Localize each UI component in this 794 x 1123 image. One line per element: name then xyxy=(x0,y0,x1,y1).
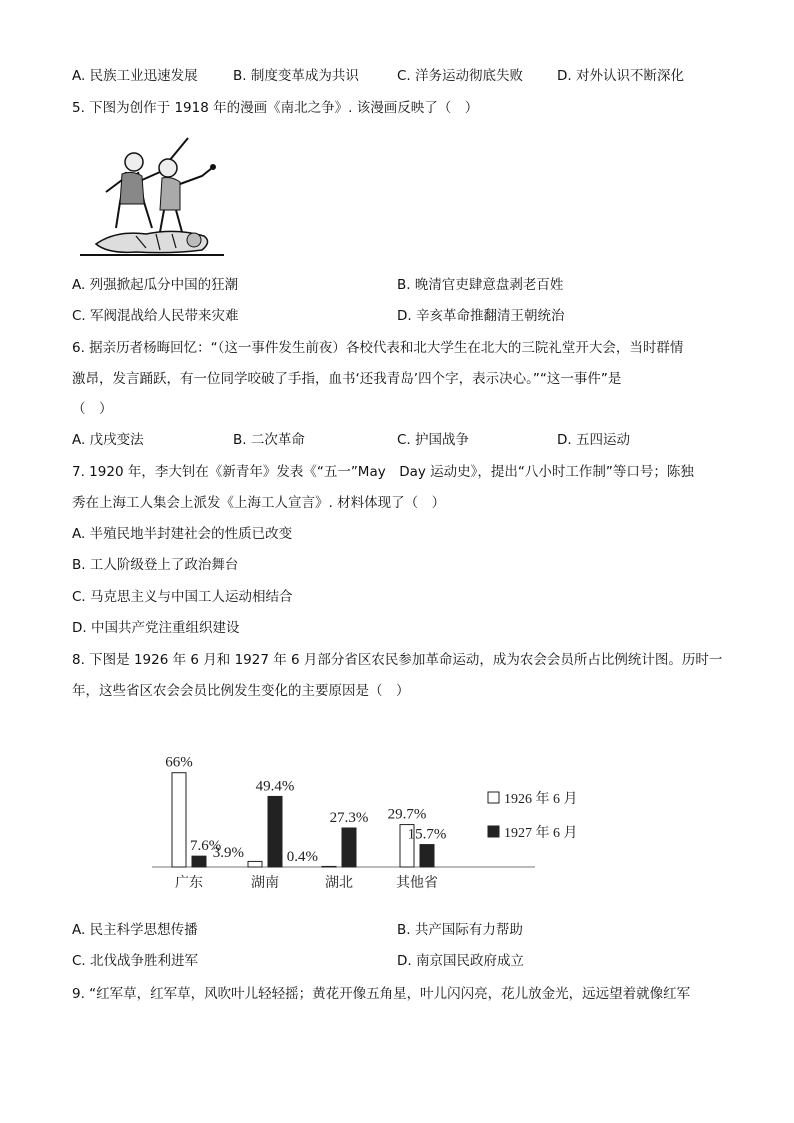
q6-option-d: D. 五四运动 xyxy=(557,432,630,448)
category-label-1: 湖南 xyxy=(251,875,279,891)
q6-option-a: A. 戊戌变法 xyxy=(72,432,144,448)
q8-option-d: D. 南京国民政府成立 xyxy=(397,953,524,969)
q6-option-c: C. 护国战争 xyxy=(397,432,470,448)
chart-svg xyxy=(150,735,600,905)
category-label-0: 广东 xyxy=(175,875,203,891)
data-label-1927-2: 27.3% xyxy=(329,810,369,826)
q5-option-a: A. 列强掀起瓜分中国的狂潮 xyxy=(72,277,239,293)
q5-option-d: D. 辛亥革命推翻清王朝统治 xyxy=(397,308,565,324)
legend-label-1: 1927 年 6 月 xyxy=(504,826,578,841)
q7-option-c: C. 马克思主义与中国工人运动相结合 xyxy=(72,589,293,605)
q8-line-2: 年，这些省区农会会员比例发生变化的主要原因是（ ） xyxy=(72,683,410,699)
q4-option-a: A. 民族工业迅速发展 xyxy=(72,68,198,84)
q5-stem: 5. 下图为创作于 1918 年的漫画《南北之争》. 该漫画反映了（ ） xyxy=(72,100,479,116)
bar-1926-0 xyxy=(172,773,186,867)
data-label-1926-1: 3.9% xyxy=(212,845,244,861)
q5-option-c: C. 军阀混战给人民带来灾难 xyxy=(72,308,239,324)
q8-option-a: A. 民主科学思想传播 xyxy=(72,922,198,938)
data-label-1926-2: 0.4% xyxy=(286,849,318,865)
bar-1927-3 xyxy=(420,845,434,867)
data-label-1926-0: 66% xyxy=(165,754,193,771)
q8-option-c: C. 北伐战争胜利进军 xyxy=(72,953,199,969)
q8-option-b: B. 共产国际有力帮助 xyxy=(397,922,523,938)
q7-line-2: 秀在上海工人集会上派发《上海工人宣言》. 材料体现了（ ） xyxy=(72,495,446,511)
q4-option-c: C. 洋务运动彻底失败 xyxy=(397,68,524,84)
q6-line-2: 激昂，发言踊跃，有一位同学咬破了手指，血书‘还我青岛’四个字，表示决心。”“这一事件”是 xyxy=(72,371,622,387)
data-label-1926-3: 29.7% xyxy=(387,806,427,823)
q6-option-b: B. 二次革命 xyxy=(233,432,305,448)
q8-line-1: 8. 下图是 1926 年 6 月和 1927 年 6 月部分省区农民参加革命运动，成为农会会员所占比例统计图。历时一 xyxy=(72,652,723,668)
bar-1926-2 xyxy=(322,866,336,867)
legend-swatch-1 xyxy=(488,826,499,837)
category-label-2: 湖北 xyxy=(325,875,353,891)
cartoon-illustration-icon xyxy=(76,132,226,260)
q9-line-1: 9. “红军草，红军草，风吹叶儿轻轻摇；黄花开像五角星，叶儿闪闪亮，花儿放金光，远远望着就像红军 xyxy=(72,986,691,1002)
q4-option-b: B. 制度变革成为共识 xyxy=(233,68,359,84)
legend-label-0: 1926 年 6 月 xyxy=(504,792,578,807)
q7-line-1: 7. 1920 年，李大钊在《新青年》发表《“五一”May Day 运动史》，提出“八小时工作制”等口号；陈独 xyxy=(72,464,694,480)
data-label-1927-3: 15.7% xyxy=(407,826,447,843)
bar-1927-2 xyxy=(342,828,356,867)
bar-1926-1 xyxy=(248,861,262,867)
farmer-association-bar-chart xyxy=(150,735,600,905)
q7-option-a: A. 半殖民地半封建社会的性质已改变 xyxy=(72,526,293,542)
bar-1927-1 xyxy=(268,796,282,867)
q7-option-b: B. 工人阶级登上了政治舞台 xyxy=(72,557,239,573)
q6-line-1: 6. 据亲历者杨晦回忆：“（这一事件发生前夜）各校代表和北大学生在北大的三院礼堂开大会，当时群情 xyxy=(72,340,684,356)
q6-line-3: （ ） xyxy=(72,401,113,417)
q7-option-d: D. 中国共产党注重组织建设 xyxy=(72,620,240,636)
legend-swatch-0 xyxy=(488,792,499,803)
bar-1927-0 xyxy=(192,856,206,867)
data-label-1927-1: 49.4% xyxy=(255,778,295,795)
category-label-3: 其他省 xyxy=(396,875,438,891)
data-label-1927-0: 7.6% xyxy=(190,838,222,855)
q5-option-b: B. 晚清官吏肆意盘剥老百姓 xyxy=(397,277,564,293)
q4-option-d: D. 对外认识不断深化 xyxy=(557,68,684,84)
